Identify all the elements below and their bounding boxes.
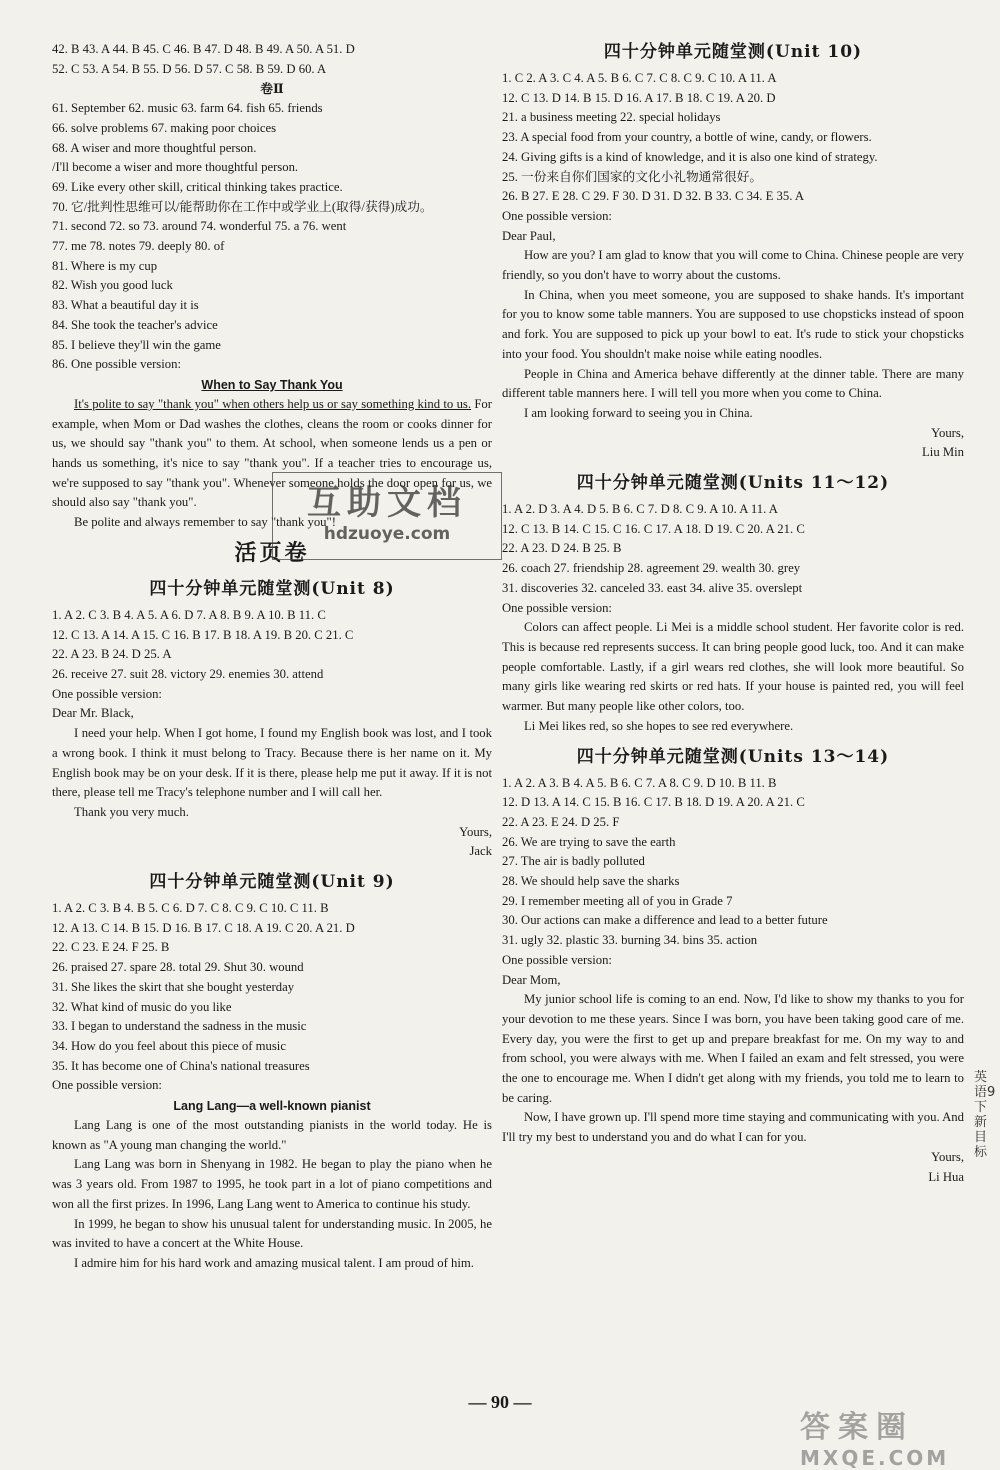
answer-line: 21. a business meeting 22. special holidays: [502, 110, 721, 125]
answer-line: 1. C 2. A 3. C 4. A 5. B 6. C 7. C 8. C 9. C 10. A 11. A: [502, 71, 777, 85]
unit8-signature: Jack: [469, 844, 492, 859]
answer-line: 32. What kind of music do you like: [52, 999, 232, 1014]
essay-paragraph-rest: For example, when Mom or Dad washes the clothes, cleans the room or cooks dinner for us, we should say "thank you" to them. At school, when someone lends us a pen or hands us something, it's nice to say "thank you". If a teacher tries to encourage us, we're supposed to say "thank you". Whenever someone holds the door open for us, we should also say "thank you".: [52, 396, 493, 510]
answer-line: 83. What a beautiful day it is: [52, 298, 199, 313]
essay-paragraph: Li Mei likes red, so she hopes to see red everywhere.: [524, 718, 794, 733]
answer-line: One possible version:: [502, 952, 612, 967]
essay-paragraph: Lang Lang was born in Shenyang in 1982. He began to play the piano when he was 3 years old. From 1987 to 1995, he took part in a lot of piano competitions and won all the first prizes. In 1996, Lang Lang went to America to continue his study.: [52, 1157, 492, 1211]
answer-line: 82. Wish you good luck: [52, 278, 173, 293]
unit10-yours: Yours,: [931, 425, 964, 440]
answer-line: 77. me 78. notes 79. deeply 80. of: [52, 239, 225, 254]
unit9-essay: [52, 1116, 492, 1274]
answer-line: 12. D 13. A 14. C 15. B 16. C 17. B 18. D 19. A 20. A 21. C: [502, 795, 805, 810]
essay-paragraph: Colors can affect people. Li Mei is a middle school student. Her favorite color is red. This is because red represents success. It can bring people good luck, too. And it can make people comfortable. Lastly, if a girl wears red clothes, she will look more beautiful. So many girls like wearing red skirts or red hats. If your house is painted red, you will feel warmer. But many people like other colors, too.: [502, 620, 964, 714]
answer-line: 22. A 23. E 24. D 25. F: [502, 814, 620, 829]
answer-line: 35. It has become one of China's national treasures: [52, 1058, 310, 1073]
unit13-signature: Li Hua: [928, 1169, 964, 1184]
answer-line: 26. We are trying to save the earth: [502, 834, 676, 849]
answer-line: 86. One possible version:: [52, 357, 181, 372]
answer-line: 12. C 13. D 14. B 15. D 16. A 17. B 18. C 19. A 20. D: [502, 90, 776, 105]
answer-line: Dear Mom,: [502, 972, 561, 987]
unit8-letter: I need your help. When I got home, I found my English book was lost, and I took a wrong book. I think it must belong to Tracy. Because there is her name on it. My English book may be on your desk. If it is there, please help me put it away. If it is not there, please tell me Tracy's telephone number and I will call her.: [52, 726, 492, 800]
essay-paragraph: Lang Lang is one of the most outstanding pianists in the world today. He is known as "A young man changing the world.": [52, 1118, 492, 1152]
watermark-logo-title: 答案圈: [800, 1410, 914, 1445]
unit10-letter: [502, 246, 964, 423]
answer-line: 27. The air is badly polluted: [502, 854, 645, 869]
essay-title: When to Say Thank You: [201, 377, 343, 392]
answer-line: 71. second 72. so 73. around 74. wonderful 75. a 76. went: [52, 219, 347, 234]
answer-line: One possible version:: [502, 208, 612, 223]
answer-line: 31. ugly 32. plastic 33. burning 34. bins 35. action: [502, 933, 758, 948]
answer-line: 52. C 53. A 54. B 55. D 56. D 57. C 58. B 59. D 60. A: [52, 61, 327, 76]
unit13-yours: Yours,: [931, 1149, 964, 1164]
answer-line: 68. A wiser and more thoughtful person.: [52, 140, 257, 155]
letter-paragraph: I am looking forward to seeing you in China.: [524, 405, 753, 420]
answer-line: 22. C 23. E 24. F 25. B: [52, 940, 170, 955]
unit13-letter: [502, 990, 964, 1148]
answer-line: 42. B 43. A 44. B 45. C 46. B 47. D 48. B 49. A 50. A 51. D: [52, 42, 355, 56]
answer-line: 1. A 2. D 3. A 4. D 5. B 6. C 7. D 8. C 9. A 10. A 11. A: [502, 502, 778, 517]
answer-line: 22. A 23. B 24. D 25. A: [52, 647, 172, 662]
answer-line: /I'll become a wiser and more thoughtful person.: [52, 160, 299, 175]
answer-line: 31. She likes the skirt that she bought yesterday: [52, 979, 295, 994]
watermark-title: 互助文档: [307, 483, 467, 523]
answer-line: 1. A 2. A 3. B 4. A 5. B 6. C 7. A 8. C 9. D 10. B 11. B: [502, 775, 777, 790]
essay-paragraph: [52, 395, 492, 513]
letter-paragraph: Now, I have grown up. I'll spend more time staying and communicating with you. And I'll try my best to understand you and do what I can for you.: [502, 1110, 964, 1145]
page-number: — 90 —: [468, 1392, 532, 1412]
answer-line: 26. praised 27. spare 28. total 29. Shut 30. wound: [52, 960, 304, 975]
answer-line: 34. How do you feel about this piece of music: [52, 1038, 286, 1053]
essay-paragraph: Be polite and always remember to say "thank you"!: [74, 515, 336, 530]
unit8-yours: Yours,: [459, 824, 492, 839]
left-column: [52, 40, 492, 1274]
answer-line: One possible version:: [52, 686, 162, 701]
answer-lines-block-a: [52, 40, 492, 79]
right-column: [502, 40, 964, 1187]
answer-line: 31. discoveries 32. canceled 33. east 34. alive 35. overslept: [502, 580, 803, 595]
unit10-answers: [502, 69, 964, 246]
answer-line: 70. 它/批判性思维可以/能帮助你在工作中或学业上(取得/获得)成功。: [52, 199, 433, 214]
section-huoye: 活页卷: [234, 540, 310, 566]
answer-line: 33. I began to understand the sadness in the music: [52, 1019, 307, 1034]
unit8-title: 四十分钟单元随堂测(Unit 8): [149, 578, 395, 599]
unit9-answers: [52, 899, 492, 1096]
answer-line: 12. A 13. C 14. B 15. D 16. B 17. C 18. A 19. C 20. A 21. D: [52, 920, 355, 935]
answer-line: One possible version:: [502, 600, 612, 615]
unit10-title: 四十分钟单元随堂测(Unit 10): [603, 42, 863, 62]
answer-lines-block-b: [52, 99, 492, 375]
answer-line: 81. Where is my cup: [52, 258, 158, 273]
essay-paragraph: In 1999, he began to show his unusual talent for understanding music. In 2005, he was invited to have a concert at the White House.: [52, 1216, 492, 1251]
answer-line: Dear Paul,: [502, 228, 556, 243]
unit11-title: 四十分钟单元随堂测(Units 11～12): [576, 473, 890, 494]
unit13-answers: [502, 774, 964, 991]
unit9-essay-title: Lang Lang—a well-known pianist: [173, 1099, 371, 1114]
answer-line: 25. 一份来自你们国家的文化小礼物通常很好。: [502, 169, 763, 184]
unit8-answers: [52, 606, 492, 724]
answer-line: 22. A 23. D 24. B 25. B: [502, 541, 622, 556]
letter-paragraph: In China, when you meet someone, you are supposed to shake hands. It's important for you to know some table manners. You are supposed to use chopsticks instead of spoon and fork. You are supposed to pick up your bowl to eat. It's rude to stick your chopsticks into your food. You shouldn't make noise while eating noodles.: [502, 287, 964, 361]
watermark-logo-url: MXQE.COM: [800, 1446, 950, 1470]
unit11-answers: [502, 500, 964, 618]
answer-line: 26. coach 27. friendship 28. agreement 29. wealth 30. grey: [502, 561, 801, 576]
answer-line: 23. A special food from your country, a bottle of wine, candy, or flowers.: [502, 130, 872, 145]
section-juan2: 卷Ⅱ: [260, 81, 284, 97]
answer-line: 12. C 13. B 14. C 15. C 16. C 17. A 18. D 19. C 20. A 21. C: [502, 521, 805, 536]
answer-line: 66. solve problems 67. making poor choices: [52, 120, 277, 135]
unit11-essay: [502, 618, 964, 736]
answer-line: 84. She took the teacher's advice: [52, 317, 218, 332]
unit9-title: 四十分钟单元随堂测(Unit 9): [149, 872, 395, 893]
essay-underlined-sentence: It's polite to say "thank you" when others help us or say something kind to us.: [74, 396, 472, 411]
answer-line: 85. I believe they'll win the game: [52, 337, 221, 352]
answer-line: 1. A 2. C 3. B 4. A 5. A 6. D 7. A 8. B 9. A 10. B 11. C: [52, 607, 326, 622]
answer-line: One possible version:: [52, 1078, 162, 1093]
side-label: 英语9下新目标: [974, 1070, 996, 1160]
letter-paragraph: How are you? I am glad to know that you will come to China. Chinese people are very friendly, so you don't have to worry about the customs.: [502, 248, 964, 283]
watermark-url: hdzuoye.com: [323, 524, 451, 544]
unit10-signature: Liu Min: [922, 445, 964, 460]
answer-line: 24. Giving gifts is a kind of knowledge, and it is also one kind of strategy.: [502, 149, 878, 164]
answer-line: 69. Like every other skill, critical thinking takes practice.: [52, 179, 343, 194]
essay-paragraph: I admire him for his hard work and amazing musical talent. I am proud of him.: [74, 1255, 474, 1270]
answer-line: 61. September 62. music 63. farm 64. fish 65. friends: [52, 101, 323, 116]
letter-paragraph: People in China and America behave differently at the dinner table. There are many different table manners here. I will tell you more when you come to China.: [502, 366, 964, 401]
answer-line: 30. Our actions can make a difference and lead to a better future: [502, 913, 828, 928]
answer-line: 26. receive 27. suit 28. victory 29. enemies 30. attend: [52, 666, 324, 681]
answer-line: 26. B 27. E 28. C 29. F 30. D 31. D 32. B 33. C 34. E 35. A: [502, 189, 805, 204]
answer-line: 29. I remember meeting all of you in Grade 7: [502, 893, 733, 908]
unit13-title: 四十分钟单元随堂测(Units 13～14): [576, 746, 890, 767]
unit8-thanks: Thank you very much.: [74, 804, 189, 819]
letter-paragraph: My junior school life is coming to an end. Now, I'd like to show my thanks to you for your devotion to me these years. Since I was born, you have been taking good care of me. Every day, you were the first to get up and prepare breakfast for me. On my way to and from school, you were always with me. When I failed an exam and felt stressed, you were the one to encourage me. When I didn't get along with my friends, you told me to learn to be caring.: [502, 992, 964, 1105]
answer-line: 1. A 2. C 3. B 4. B 5. C 6. D 7. C 8. C 9. C 10. C 11. B: [52, 901, 329, 916]
answer-line: Dear Mr. Black,: [52, 706, 134, 721]
answer-line: 28. We should help save the sharks: [502, 874, 680, 889]
answer-line: 12. C 13. A 14. A 15. C 16. B 17. B 18. A 19. B 20. C 21. C: [52, 627, 354, 642]
